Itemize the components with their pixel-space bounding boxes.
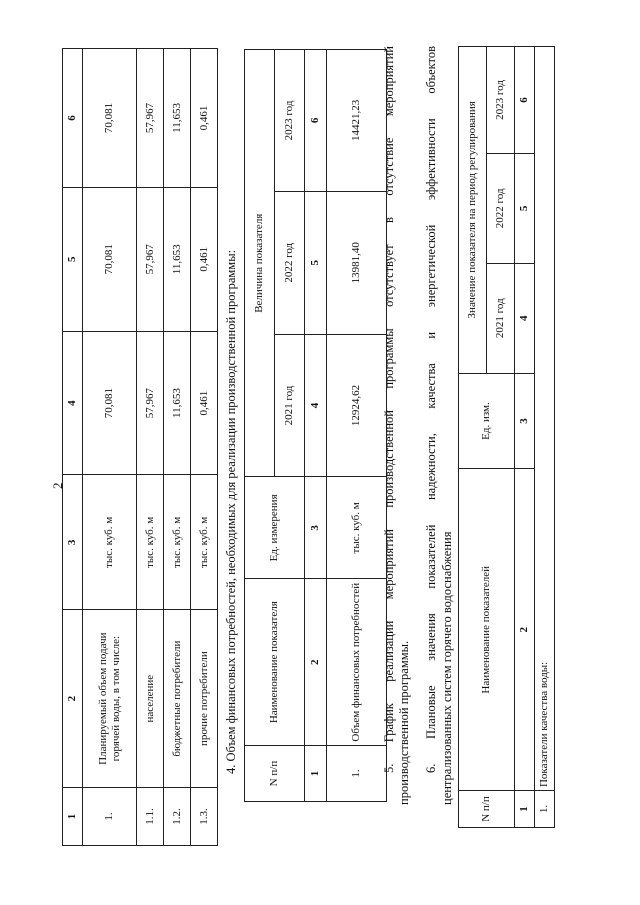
header-cell: N п/п [459, 791, 515, 828]
table-row [327, 50, 387, 802]
header-cell: Наименование показателей [459, 469, 515, 791]
row-value: 57,967 [137, 49, 164, 188]
header-cell: 5 [515, 153, 535, 263]
section-4-title: 4. Объем финансовых потребностей, необходимых для реализации производственной программы: [224, 249, 238, 774]
row-value: 11,653 [164, 187, 191, 331]
header-cell: Величина показателя [245, 50, 275, 477]
row-value: 12924,62 [327, 334, 387, 477]
year-header: 2021 год [275, 334, 305, 477]
row-unit: тыс. куб. м [327, 477, 387, 579]
row-number: 1. [327, 746, 387, 802]
table-row [164, 49, 191, 846]
header-cell: 1 [63, 788, 83, 846]
reliability-indicators-table [458, 46, 555, 828]
header-cell: Ед. измерения [245, 477, 305, 579]
row-value: 70,081 [83, 49, 137, 188]
year-header: 2023 год [487, 47, 515, 154]
header-cell: 5 [63, 187, 83, 331]
table-row [191, 49, 218, 846]
row-number: 1.3. [191, 788, 218, 846]
row-value: 57,967 [137, 187, 164, 331]
section-6-line-1: 6. Плановые значения показателей надежности, качества и энергетической эффективности объектов [424, 46, 438, 773]
table-row [535, 47, 555, 828]
row-label: Объем финансовых потребностей [327, 579, 387, 746]
row-label: население [137, 610, 164, 788]
financial-needs-table [244, 49, 387, 802]
header-cell: 3 [305, 477, 327, 579]
row-value: 0,461 [191, 187, 218, 331]
section-5-line-1: 5. График реализации мероприятий производственной программы отсутствует в отсутствие мероприятий [382, 46, 396, 773]
row-value: 11,653 [164, 331, 191, 475]
header-cell: 6 [515, 47, 535, 154]
row-value: 0,461 [191, 331, 218, 475]
year-header: 2022 год [275, 191, 305, 334]
header-cell: 4 [63, 331, 83, 475]
row-label: прочие потребители [191, 610, 218, 788]
row-value: 70,081 [83, 187, 137, 331]
table-header-row [245, 50, 275, 802]
header-cell: Значение показателя на период регулирования [459, 47, 487, 374]
table-row [137, 49, 164, 846]
row-value: 13981,40 [327, 191, 387, 334]
row-value: 57,967 [137, 331, 164, 475]
year-header: 2023 год [275, 50, 305, 192]
row-unit: тыс. куб. м [137, 475, 164, 610]
header-cell: 3 [63, 475, 83, 610]
row-value: 70,081 [83, 331, 137, 475]
header-cell: 2 [63, 610, 83, 788]
header-cell: 3 [515, 373, 535, 469]
section-5-line-2: производственной программы. [397, 640, 411, 805]
row-unit: тыс. куб. м [164, 475, 191, 610]
row-number: 1.1. [137, 788, 164, 846]
header-cell: 4 [515, 263, 535, 373]
row-unit: тыс. куб. м [83, 475, 137, 610]
row-number: 1. [535, 791, 555, 828]
table-header-row [63, 49, 83, 846]
header-cell: 5 [305, 191, 327, 334]
section-label: Показатели качества воды: [535, 47, 555, 791]
year-header: 2021 год [487, 263, 515, 373]
row-unit: тыс. куб. м [191, 475, 218, 610]
header-cell: 2 [305, 579, 327, 746]
row-label: бюджетные потребители [164, 610, 191, 788]
page-number: 2 [50, 482, 65, 489]
column-number-row [515, 47, 535, 828]
row-value: 0,461 [191, 49, 218, 188]
header-cell: Ед. изм. [459, 373, 515, 469]
header-cell: N п/п [245, 746, 305, 802]
column-number-row [305, 50, 327, 802]
header-cell: 6 [305, 50, 327, 192]
header-cell: 2 [515, 469, 535, 791]
header-cell: 6 [63, 49, 83, 188]
section-6-line-2: централизованных систем горячего водоснабжения [440, 531, 454, 805]
header-cell: 4 [305, 334, 327, 477]
row-label: Планируемый объем подачи горячей воды, в том числе: [83, 610, 137, 788]
header-cell: 1 [305, 746, 327, 802]
hot-water-volume-table [62, 48, 218, 846]
row-number: 1. [83, 788, 137, 846]
row-value: 14421,23 [327, 50, 387, 192]
table-header-row [459, 47, 487, 828]
row-number: 1.2. [164, 788, 191, 846]
table-row [83, 49, 137, 846]
row-value: 11,653 [164, 49, 191, 188]
header-cell: Наименование показателя [245, 579, 305, 746]
header-cell: 1 [515, 791, 535, 828]
year-header: 2022 год [487, 153, 515, 263]
